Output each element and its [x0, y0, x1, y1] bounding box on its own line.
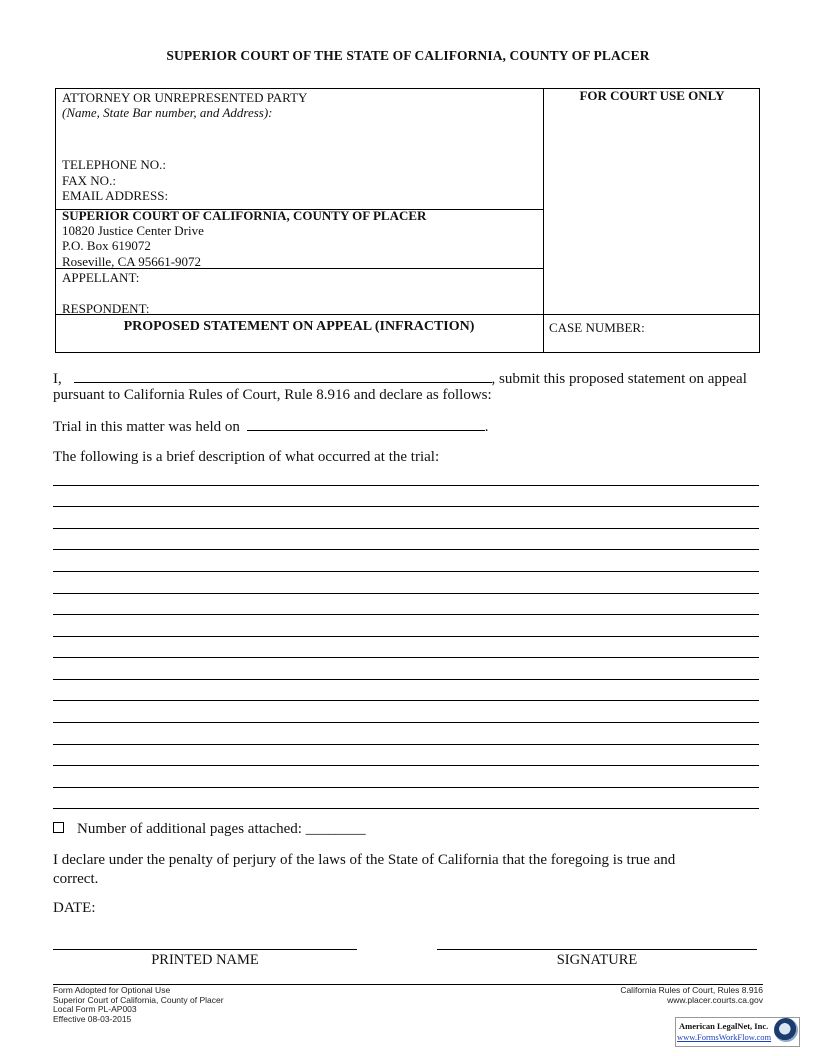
description-line[interactable] [53, 571, 759, 572]
footer-left-line: Superior Court of California, County of Placer [53, 994, 224, 1005]
footer-right [560, 986, 763, 1005]
case-number-label: CASE NUMBER: [549, 320, 645, 335]
description-line[interactable] [53, 657, 759, 658]
additional-pages-checkbox[interactable] [53, 822, 64, 833]
declaration-line-2: correct. [53, 871, 99, 887]
trial-date-suffix: . [484, 419, 489, 435]
court-name: SUPERIOR COURT OF CALIFORNIA, COUNTY OF PLACER [62, 208, 427, 223]
description-label: The following is a brief description of what occurred at the trial: [53, 449, 440, 465]
declarant-line-2: pursuant to California Rules of Court, Rule 8.916 and declare as follows: [53, 387, 492, 403]
court-address-line-2: P.O. Box 619072 [62, 238, 151, 253]
printed-name-label: PRINTED NAME [151, 952, 259, 968]
footer-left [53, 986, 224, 1024]
description-line[interactable] [53, 506, 759, 507]
attorney-label: ATTORNEY OR UNREPRESENTED PARTY [62, 90, 308, 105]
form-title: PROPOSED STATEMENT ON APPEAL (INFRACTION) [123, 319, 475, 334]
description-line[interactable] [53, 549, 759, 550]
additional-pages-line [77, 820, 366, 839]
description-line[interactable] [53, 679, 759, 680]
description-line[interactable] [53, 700, 759, 701]
description-line[interactable] [53, 485, 759, 486]
court-address-line-1: 10820 Justice Center Drive [62, 223, 204, 238]
date-field[interactable] [100, 900, 300, 918]
caption-divider-title [55, 314, 760, 315]
trial-date-line [53, 416, 488, 437]
description-line[interactable] [53, 636, 759, 637]
trial-date-prefix: Trial in this matter was held on [53, 419, 240, 435]
telephone-label: TELEPHONE NO.: [62, 157, 166, 172]
additional-pages-label: Number of additional pages attached: [77, 821, 302, 837]
email-label: EMAIL ADDRESS: [62, 188, 169, 203]
appellant-label: APPELLANT: [62, 270, 140, 285]
logo-website-link[interactable]: www.FormsWorkFlow.com [677, 1032, 772, 1042]
description-line[interactable] [53, 787, 759, 788]
footer-rules-citation: California Rules of Court, Rules 8.916 [620, 985, 763, 995]
description-line[interactable] [53, 744, 759, 745]
description-line[interactable] [53, 614, 759, 615]
legalnet-seal-icon [774, 1018, 798, 1042]
fax-label: FAX NO.: [62, 173, 116, 188]
signature-label: SIGNATURE [556, 952, 638, 968]
declaration-line-1: I declare under the penalty of perjury of the laws of the State of California that the foregoing is true and [53, 852, 676, 868]
footer-website-link[interactable]: www.placer.courts.ca.gov [667, 994, 763, 1005]
signature-line[interactable] [437, 949, 757, 950]
description-line[interactable] [53, 765, 759, 766]
description-line[interactable] [53, 722, 759, 723]
court-address-line-3: Roseville, CA 95661-9072 [62, 254, 202, 269]
description-line[interactable] [53, 528, 759, 529]
description-line[interactable] [53, 808, 759, 809]
description-line[interactable] [53, 593, 759, 594]
declarant-prefix: I, [53, 371, 62, 387]
court-title: SUPERIOR COURT OF THE STATE OF CALIFORNIA, COUNTY OF PLACER [166, 48, 650, 63]
footer-left-line: Form Adopted for Optional Use [53, 985, 171, 995]
declarant-suffix: , submit this proposed statement on appeal [491, 371, 747, 387]
court-use-label: FOR COURT USE ONLY [579, 88, 725, 103]
date-label: DATE: [53, 900, 96, 916]
attorney-hint: (Name, State Bar number, and Address): [62, 105, 273, 120]
additional-pages-field[interactable]: ________ [305, 821, 366, 837]
logo-company-name: American LegalNet, Inc. [679, 1021, 769, 1031]
printed-name-line[interactable] [53, 949, 357, 950]
declarant-name-field[interactable] [74, 368, 492, 383]
respondent-label: RESPONDENT: [62, 301, 150, 316]
trial-date-field[interactable] [247, 416, 485, 431]
footer-left-line: Local Form PL-AP003 [53, 1004, 137, 1014]
footer-left-line: Effective 08-03-2015 [53, 1013, 132, 1024]
attorney-info-field[interactable] [62, 122, 532, 156]
